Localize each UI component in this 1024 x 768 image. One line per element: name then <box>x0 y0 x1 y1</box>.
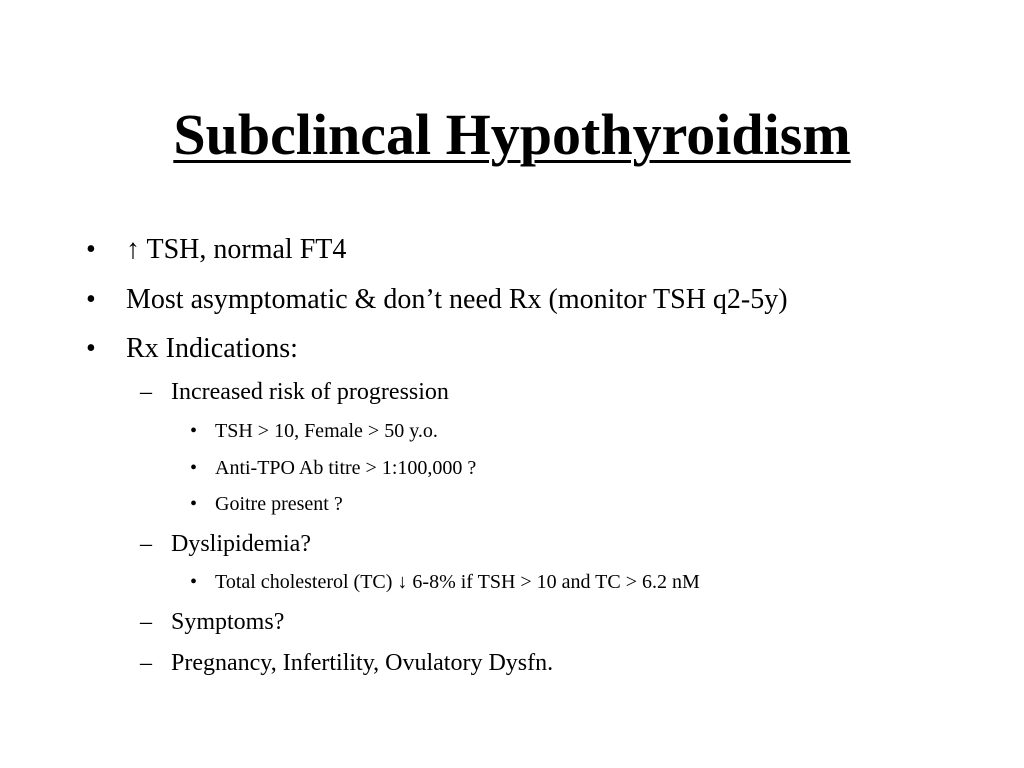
sub-sub-item-text: Goitre present ? <box>215 493 343 515</box>
bullet-marker: • <box>190 493 198 515</box>
sub-item-text: Dyslipidemia? <box>171 531 311 557</box>
bullet-text: ↑ TSH, normal FT4 <box>126 234 347 265</box>
dash-marker: – <box>140 609 152 635</box>
bullet-marker: • <box>190 457 198 479</box>
bullet-marker: • <box>190 571 198 593</box>
bullet-marker: • <box>86 234 96 265</box>
dash-marker: – <box>140 650 152 676</box>
sub-item-text: Pregnancy, Infertility, Ovulatory Dysfn. <box>171 650 554 676</box>
sub-item-text: Symptoms? <box>171 609 285 635</box>
slide-title: Subclincal Hypothyroidism <box>173 102 851 167</box>
dash-marker: – <box>140 379 152 405</box>
bullet-marker: • <box>86 284 96 315</box>
sub-sub-item-text: Anti-TPO Ab titre > 1:100,000 ? <box>215 457 477 479</box>
bullet-text: Most asymptomatic & don’t need Rx (monitor TSH q2-5y) <box>126 284 788 315</box>
dash-marker: – <box>140 531 152 557</box>
bullet-marker: • <box>86 333 96 364</box>
sub-item-text: Increased risk of progression <box>171 379 449 405</box>
sub-sub-item-text: Total cholesterol (TC) ↓ 6-8% if TSH > 10 and TC > 6.2 nM <box>215 571 700 593</box>
bullet-text: Rx Indications: <box>126 333 298 364</box>
sub-sub-item-text: TSH > 10, Female > 50 y.o. <box>215 420 438 442</box>
bullet-marker: • <box>190 420 198 442</box>
